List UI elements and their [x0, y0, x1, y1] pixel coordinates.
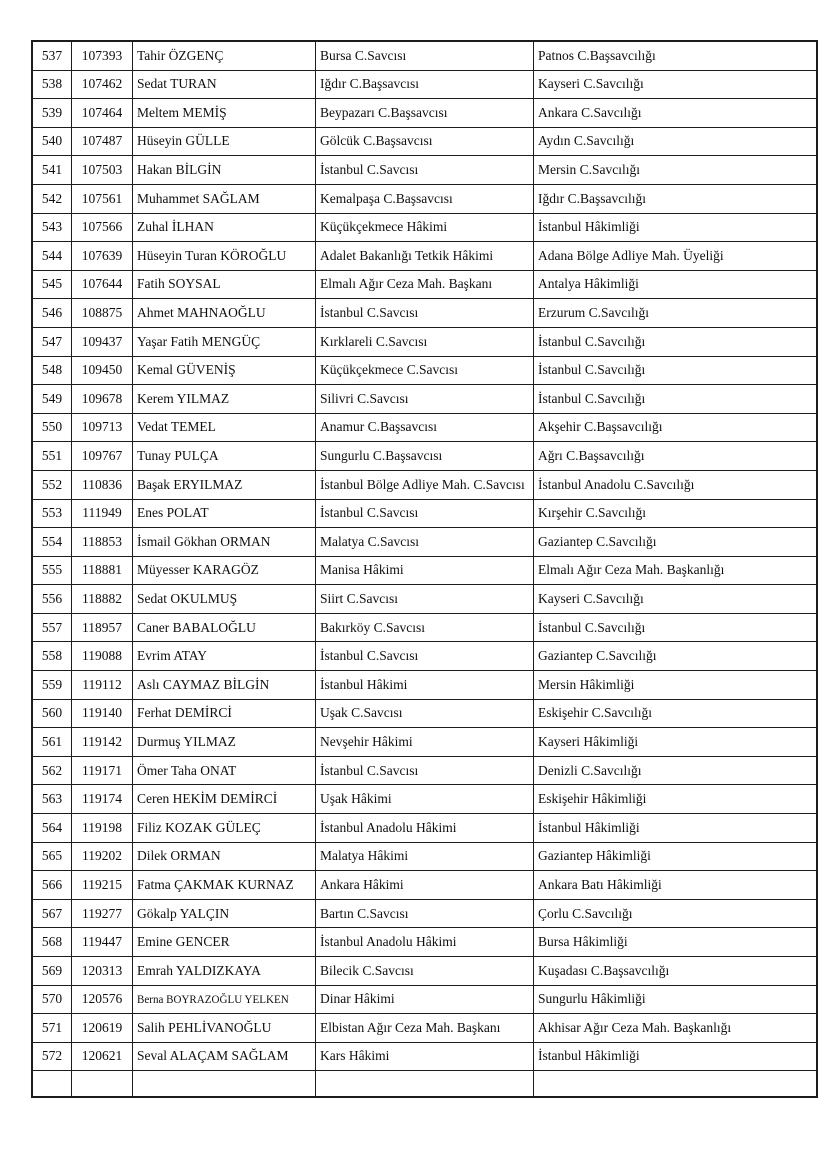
table-row: [32, 1071, 817, 1098]
name-text: Yaşar Fatih MENGÜÇ: [137, 333, 261, 349]
table-row: [32, 1014, 817, 1043]
cell-current-post: Bursa C.Savcısı: [316, 41, 534, 70]
cell-registry-no: 119112: [72, 671, 133, 700]
cell-registry-no: 119171: [72, 756, 133, 785]
cell-new-post: Mersin C.Savcılığı: [534, 156, 818, 185]
name-text: Sedat TURAN: [137, 76, 217, 92]
table-row: [32, 499, 817, 528]
cell-current-post: İstanbul Anadolu Hâkimi: [316, 814, 534, 843]
cell-new-post: Kayseri C.Savcılığı: [534, 585, 818, 614]
name-text: Ceren HEKİM DEMİRCİ: [137, 791, 278, 807]
table-row: [32, 814, 817, 843]
cell-new-post: Elmalı Ağır Ceza Mah. Başkanlığı: [534, 556, 818, 585]
cell-row-no: 565: [32, 842, 72, 871]
cell-registry-no: 119088: [72, 642, 133, 671]
cell-new-post: Iğdır C.Başsavcılığı: [534, 184, 818, 213]
cell-name: [133, 671, 316, 700]
name-text: Kemal GÜVENİŞ: [137, 362, 236, 378]
cell-registry-no: 119142: [72, 728, 133, 757]
cell-name: [133, 1042, 316, 1071]
cell-current-post: İstanbul C.Savcısı: [316, 156, 534, 185]
name-text: Durmuş YILMAZ: [137, 733, 236, 749]
cell-current-post: İstanbul C.Savcısı: [316, 299, 534, 328]
cell-registry-no: 118853: [72, 528, 133, 557]
cell-current-post: Malatya Hâkimi: [316, 842, 534, 871]
cell-new-post: Aydın C.Savcılığı: [534, 127, 818, 156]
cell-new-post: Gaziantep Hâkimliği: [534, 842, 818, 871]
cell-current-post: Bartın C.Savcısı: [316, 899, 534, 928]
cell-row-no: 566: [32, 871, 72, 900]
table-row: [32, 928, 817, 957]
cell-current-post: İstanbul Hâkimi: [316, 671, 534, 700]
cell-new-post: Akhisar Ağır Ceza Mah. Başkanlığı: [534, 1014, 818, 1043]
cell-new-post: Gaziantep C.Savcılığı: [534, 642, 818, 671]
cell-current-post: Kars Hâkimi: [316, 1042, 534, 1071]
cell-registry-no: 109767: [72, 442, 133, 471]
name-text: Hakan BİLGİN: [137, 162, 222, 178]
cell-new-post: Ağrı C.Başsavcılığı: [534, 442, 818, 471]
cell-current-post: Siirt C.Savcısı: [316, 585, 534, 614]
table-row: [32, 899, 817, 928]
cell-current-post: Bilecik C.Savcısı: [316, 957, 534, 986]
cell-name: [133, 785, 316, 814]
cell-new-post: Ankara C.Savcılığı: [534, 99, 818, 128]
cell-current-post: Bakırköy C.Savcısı: [316, 613, 534, 642]
table-row: [32, 213, 817, 242]
cell-name: [133, 871, 316, 900]
name-text: Filiz KOZAK GÜLEÇ: [137, 819, 261, 835]
cell-current-post: İstanbul C.Savcısı: [316, 642, 534, 671]
table-row: [32, 871, 817, 900]
name-text: Ferhat DEMİRCİ: [137, 705, 232, 721]
cell-registry-no: 109437: [72, 327, 133, 356]
cell-row-no: 551: [32, 442, 72, 471]
cell-current-post: Malatya C.Savcısı: [316, 528, 534, 557]
cell-name: [133, 299, 316, 328]
name-text: Kerem YILMAZ: [137, 390, 230, 406]
name-text: Tahir ÖZGENÇ: [137, 47, 224, 63]
name-text: Emine GENCER: [137, 934, 230, 950]
table-row: [32, 470, 817, 499]
cell-registry-no: 120619: [72, 1014, 133, 1043]
name-text: Emrah YALDIZKAYA: [137, 962, 261, 978]
name-text: Meltem MEMİŞ: [137, 104, 227, 120]
cell-current-post: [316, 1071, 534, 1098]
cell-name: [133, 385, 316, 414]
cell-registry-no: 107503: [72, 156, 133, 185]
cell-new-post: Kayseri Hâkimliği: [534, 728, 818, 757]
cell-current-post: Elmalı Ağır Ceza Mah. Başkanı: [316, 270, 534, 299]
cell-registry-no: 119198: [72, 814, 133, 843]
cell-new-post: Akşehir C.Başsavcılığı: [534, 413, 818, 442]
cell-name: [133, 814, 316, 843]
cell-current-post: Uşak C.Savcısı: [316, 699, 534, 728]
cell-new-post: Gaziantep C.Savcılığı: [534, 528, 818, 557]
table-row: [32, 385, 817, 414]
table-row: [32, 41, 817, 70]
cell-row-no: 563: [32, 785, 72, 814]
cell-name: [133, 499, 316, 528]
cell-registry-no: 118957: [72, 613, 133, 642]
cell-registry-no: 107464: [72, 99, 133, 128]
cell-current-post: Gölcük C.Başsavcısı: [316, 127, 534, 156]
cell-new-post: İstanbul Hâkimliği: [534, 814, 818, 843]
table-row: [32, 528, 817, 557]
cell-name: [133, 1071, 316, 1098]
cell-row-no: 549: [32, 385, 72, 414]
cell-row-no: 538: [32, 70, 72, 99]
cell-row-no: 546: [32, 299, 72, 328]
cell-new-post: Sungurlu Hâkimliği: [534, 985, 818, 1014]
cell-new-post: Ankara Batı Hâkimliği: [534, 871, 818, 900]
cell-name: [133, 613, 316, 642]
name-text: Enes POLAT: [137, 505, 209, 521]
cell-name: [133, 70, 316, 99]
cell-name: [133, 270, 316, 299]
table-row: [32, 184, 817, 213]
cell-registry-no: 107561: [72, 184, 133, 213]
cell-row-no: 555: [32, 556, 72, 585]
cell-registry-no: 107462: [72, 70, 133, 99]
name-text: Ömer Taha ONAT: [137, 762, 237, 778]
cell-name: [133, 585, 316, 614]
cell-new-post: İstanbul Anadolu C.Savcılığı: [534, 470, 818, 499]
table-row: [32, 127, 817, 156]
name-text: Dilek ORMAN: [137, 848, 221, 864]
cell-registry-no: 120621: [72, 1042, 133, 1071]
cell-current-post: Silivri C.Savcısı: [316, 385, 534, 414]
name-text: Fatma ÇAKMAK KURNAZ: [137, 876, 294, 892]
cell-current-post: Dinar Hâkimi: [316, 985, 534, 1014]
cell-current-post: Beypazarı C.Başsavcısı: [316, 99, 534, 128]
cell-name: [133, 327, 316, 356]
cell-current-post: Sungurlu C.Başsavcısı: [316, 442, 534, 471]
cell-name: [133, 470, 316, 499]
cell-new-post: İstanbul C.Savcılığı: [534, 613, 818, 642]
cell-new-post: Bursa Hâkimliği: [534, 928, 818, 957]
cell-row-no: 567: [32, 899, 72, 928]
name-text: Caner BABALOĞLU: [137, 619, 256, 635]
cell-new-post: Eskişehir Hâkimliği: [534, 785, 818, 814]
cell-row-no: 568: [32, 928, 72, 957]
table-row: [32, 671, 817, 700]
cell-registry-no: 118881: [72, 556, 133, 585]
cell-row-no: 562: [32, 756, 72, 785]
cell-registry-no: 119447: [72, 928, 133, 957]
cell-name: [133, 728, 316, 757]
cell-registry-no: 107566: [72, 213, 133, 242]
table-row: [32, 842, 817, 871]
cell-current-post: Ankara Hâkimi: [316, 871, 534, 900]
assignments-table-body: [32, 41, 817, 1097]
table-row: [32, 413, 817, 442]
cell-registry-no: [72, 1071, 133, 1098]
cell-row-no: 542: [32, 184, 72, 213]
cell-name: [133, 156, 316, 185]
cell-name: [133, 442, 316, 471]
table-row: [32, 613, 817, 642]
cell-registry-no: 109713: [72, 413, 133, 442]
name-text: Ahmet MAHNAOĞLU: [137, 305, 266, 321]
cell-name: [133, 99, 316, 128]
cell-current-post: İstanbul Anadolu Hâkimi: [316, 928, 534, 957]
cell-registry-no: 110836: [72, 470, 133, 499]
cell-new-post: Adana Bölge Adliye Mah. Üyeliği: [534, 242, 818, 271]
name-text: Evrim ATAY: [137, 648, 208, 664]
table-row: [32, 756, 817, 785]
cell-current-post: Nevşehir Hâkimi: [316, 728, 534, 757]
cell-registry-no: 119215: [72, 871, 133, 900]
cell-current-post: Iğdır C.Başsavcısı: [316, 70, 534, 99]
cell-registry-no: 118882: [72, 585, 133, 614]
cell-current-post: Küçükçekmece C.Savcısı: [316, 356, 534, 385]
cell-name: [133, 985, 316, 1014]
cell-current-post: İstanbul C.Savcısı: [316, 499, 534, 528]
cell-new-post: İstanbul Hâkimliği: [534, 1042, 818, 1071]
cell-row-no: 561: [32, 728, 72, 757]
name-text: Seval ALAÇAM SAĞLAM: [137, 1048, 289, 1064]
cell-row-no: 560: [32, 699, 72, 728]
cell-current-post: Küçükçekmece Hâkimi: [316, 213, 534, 242]
cell-name: [133, 957, 316, 986]
cell-row-no: 572: [32, 1042, 72, 1071]
name-text: İsmail Gökhan ORMAN: [137, 533, 271, 549]
table-row: [32, 270, 817, 299]
cell-registry-no: 119277: [72, 899, 133, 928]
cell-row-no: 541: [32, 156, 72, 185]
table-row: [32, 728, 817, 757]
cell-row-no: 547: [32, 327, 72, 356]
name-text: Gökalp YALÇIN: [137, 905, 230, 921]
name-text: Tunay PULÇA: [137, 448, 219, 464]
name-text: Müyesser KARAGÖZ: [137, 562, 259, 578]
name-text: Hüseyin Turan KÖROĞLU: [137, 247, 287, 263]
cell-new-post: Denizli C.Savcılığı: [534, 756, 818, 785]
cell-registry-no: 108875: [72, 299, 133, 328]
cell-name: [133, 41, 316, 70]
cell-current-post: Kırklareli C.Savcısı: [316, 327, 534, 356]
name-text: Muhammet SAĞLAM: [137, 190, 260, 206]
cell-name: [133, 642, 316, 671]
cell-row-no: 537: [32, 41, 72, 70]
cell-name: [133, 842, 316, 871]
table-row: [32, 99, 817, 128]
cell-registry-no: 119202: [72, 842, 133, 871]
cell-row-no: 543: [32, 213, 72, 242]
cell-name: [133, 242, 316, 271]
cell-row-no: 544: [32, 242, 72, 271]
name-text: Fatih SOYSAL: [137, 276, 221, 292]
cell-registry-no: 107644: [72, 270, 133, 299]
cell-row-no: 552: [32, 470, 72, 499]
table-row: [32, 1042, 817, 1071]
table-row: [32, 156, 817, 185]
cell-new-post: Çorlu C.Savcılığı: [534, 899, 818, 928]
cell-row-no: 569: [32, 957, 72, 986]
name-text: Berna BOYRAZOĞLU YELKEN: [137, 994, 289, 1007]
cell-name: [133, 127, 316, 156]
table-row: [32, 585, 817, 614]
cell-new-post: Kırşehir C.Savcılığı: [534, 499, 818, 528]
name-text: Sedat OKULMUŞ: [137, 590, 238, 606]
cell-row-no: 556: [32, 585, 72, 614]
cell-row-no: 553: [32, 499, 72, 528]
cell-new-post: [534, 1071, 818, 1098]
cell-registry-no: 107487: [72, 127, 133, 156]
cell-new-post: İstanbul C.Savcılığı: [534, 356, 818, 385]
cell-row-no: 539: [32, 99, 72, 128]
table-row: [32, 985, 817, 1014]
table-row: [32, 642, 817, 671]
cell-name: [133, 413, 316, 442]
cell-current-post: Kemalpaşa C.Başsavcısı: [316, 184, 534, 213]
cell-new-post: İstanbul C.Savcılığı: [534, 385, 818, 414]
cell-new-post: Eskişehir C.Savcılığı: [534, 699, 818, 728]
cell-new-post: Kayseri C.Savcılığı: [534, 70, 818, 99]
table-row: [32, 327, 817, 356]
cell-row-no: [32, 1071, 72, 1098]
cell-new-post: Antalya Hâkimliği: [534, 270, 818, 299]
cell-current-post: Manisa Hâkimi: [316, 556, 534, 585]
cell-current-post: İstanbul Bölge Adliye Mah. C.Savcısı: [316, 470, 534, 499]
cell-registry-no: 111949: [72, 499, 133, 528]
cell-name: [133, 213, 316, 242]
table-row: [32, 699, 817, 728]
cell-registry-no: 120576: [72, 985, 133, 1014]
cell-row-no: 550: [32, 413, 72, 442]
cell-registry-no: 120313: [72, 957, 133, 986]
cell-row-no: 558: [32, 642, 72, 671]
cell-row-no: 540: [32, 127, 72, 156]
cell-new-post: İstanbul C.Savcılığı: [534, 327, 818, 356]
cell-registry-no: 119140: [72, 699, 133, 728]
cell-name: [133, 184, 316, 213]
cell-new-post: İstanbul Hâkimliği: [534, 213, 818, 242]
cell-current-post: İstanbul C.Savcısı: [316, 756, 534, 785]
cell-new-post: Kuşadası C.Başsavcılığı: [534, 957, 818, 986]
cell-current-post: Uşak Hâkimi: [316, 785, 534, 814]
cell-registry-no: 107639: [72, 242, 133, 271]
cell-name: [133, 1014, 316, 1043]
cell-row-no: 559: [32, 671, 72, 700]
cell-name: [133, 899, 316, 928]
cell-row-no: 554: [32, 528, 72, 557]
cell-new-post: Patnos C.Başsavcılığı: [534, 41, 818, 70]
table-row: [32, 442, 817, 471]
name-text: Hüseyin GÜLLE: [137, 133, 230, 149]
name-text: Salih PEHLİVANOĞLU: [137, 1019, 272, 1035]
cell-name: [133, 699, 316, 728]
cell-registry-no: 109450: [72, 356, 133, 385]
cell-row-no: 545: [32, 270, 72, 299]
cell-row-no: 570: [32, 985, 72, 1014]
cell-name: [133, 356, 316, 385]
table-row: [32, 957, 817, 986]
table-row: [32, 785, 817, 814]
cell-current-post: Adalet Bakanlığı Tetkik Hâkimi: [316, 242, 534, 271]
table-row: [32, 299, 817, 328]
cell-current-post: Elbistan Ağır Ceza Mah. Başkanı: [316, 1014, 534, 1043]
name-text: Başak ERYILMAZ: [137, 476, 243, 492]
table-row: [32, 242, 817, 271]
name-text: Vedat TEMEL: [137, 419, 216, 435]
table-row: [32, 356, 817, 385]
cell-name: [133, 928, 316, 957]
cell-current-post: Anamur C.Başsavcısı: [316, 413, 534, 442]
cell-new-post: Mersin Hâkimliği: [534, 671, 818, 700]
name-text: Zuhal İLHAN: [137, 219, 214, 235]
cell-row-no: 548: [32, 356, 72, 385]
name-text: Aslı CAYMAZ BİLGİN: [137, 676, 270, 692]
cell-name: [133, 556, 316, 585]
table-row: [32, 556, 817, 585]
cell-registry-no: 119174: [72, 785, 133, 814]
cell-row-no: 557: [32, 613, 72, 642]
cell-row-no: 564: [32, 814, 72, 843]
assignments-table: [31, 40, 818, 1098]
cell-registry-no: 109678: [72, 385, 133, 414]
cell-row-no: 571: [32, 1014, 72, 1043]
cell-name: [133, 756, 316, 785]
table-row: [32, 70, 817, 99]
cell-new-post: Erzurum C.Savcılığı: [534, 299, 818, 328]
cell-name: [133, 528, 316, 557]
cell-registry-no: 107393: [72, 41, 133, 70]
